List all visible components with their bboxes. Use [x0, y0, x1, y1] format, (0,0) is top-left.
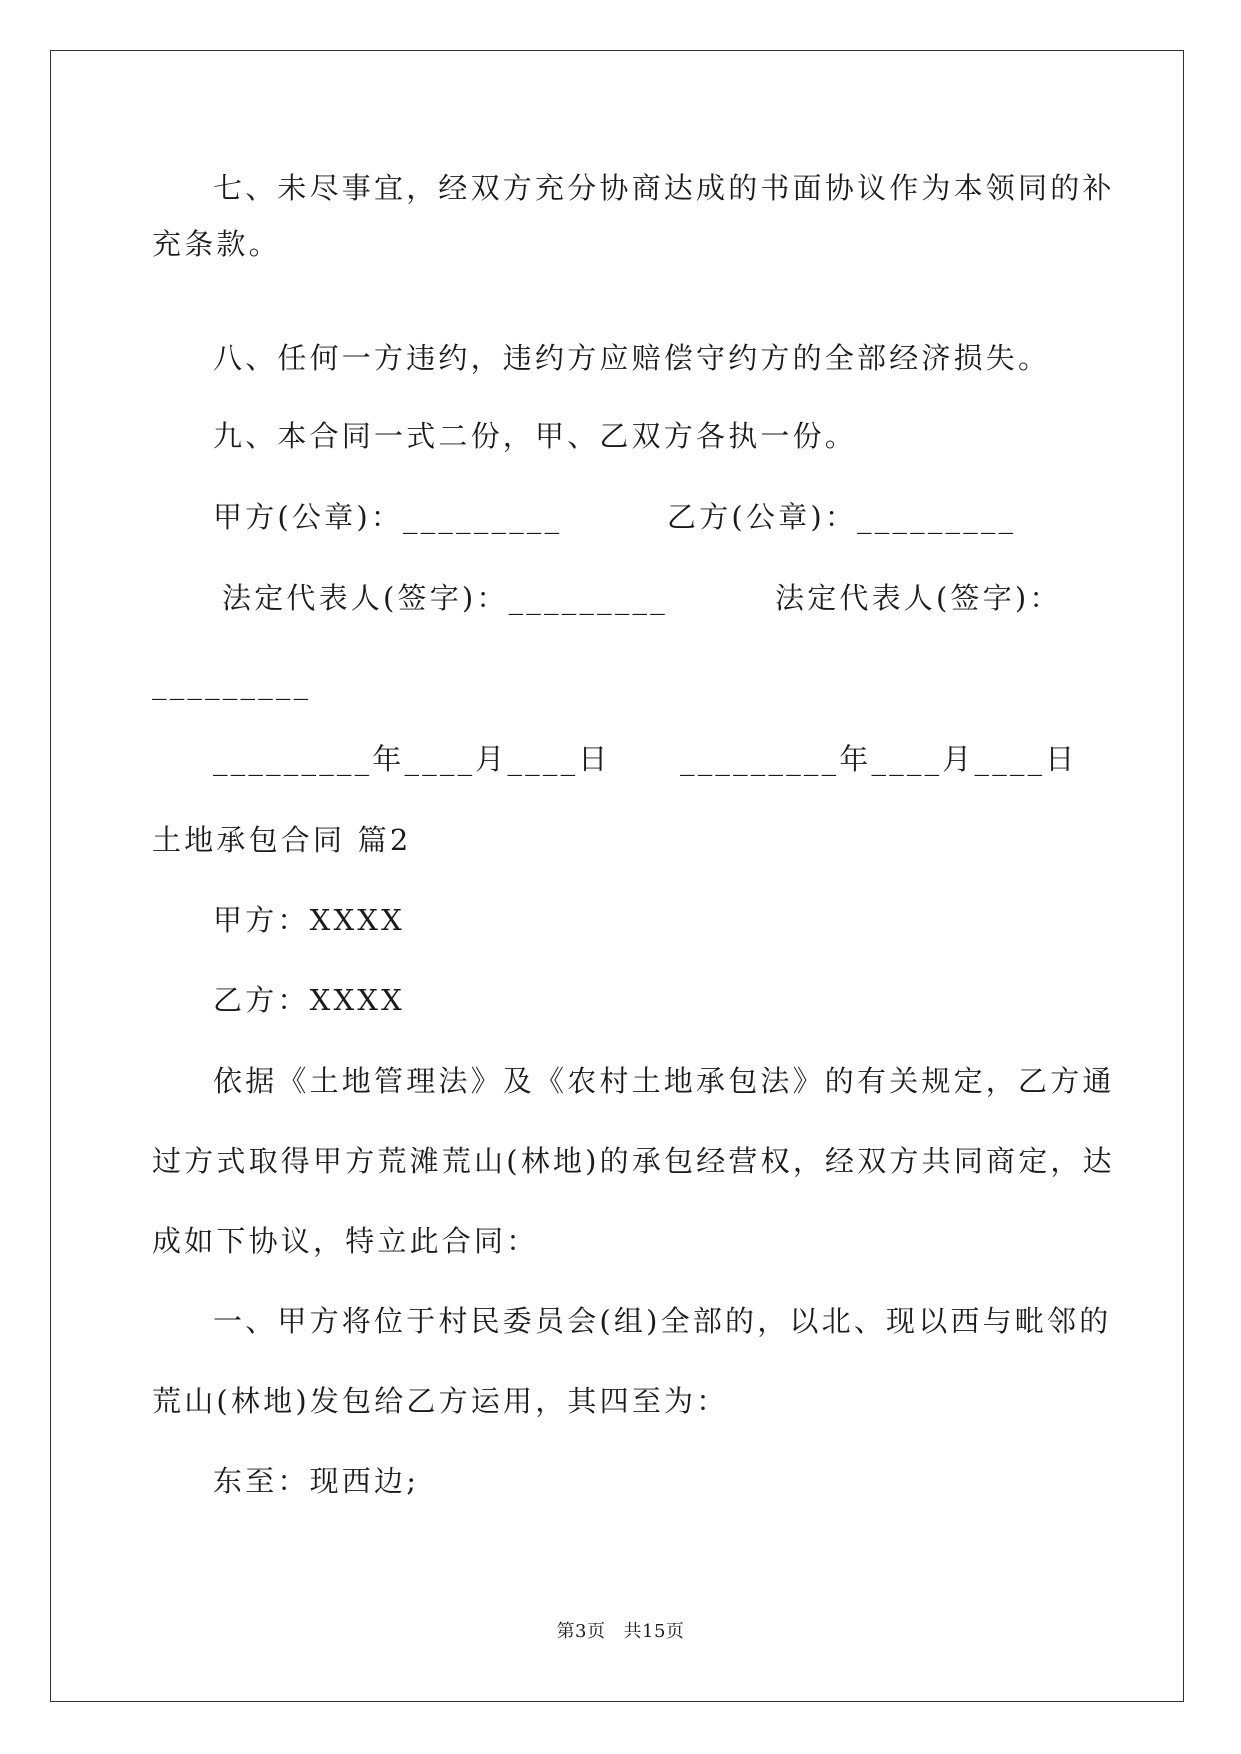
party-b-seal: 乙方(公章)：_________: [667, 500, 1017, 534]
clause-8: 八、任何一方违约，违约方应赔偿守约方的全部经济损失。: [213, 341, 1051, 375]
preamble-line-3: 成如下协议，特立此合同：: [152, 1224, 539, 1258]
article-1-line-1: 一、甲方将位于村民委员会(组)全部的，以北、现以西与毗邻的: [213, 1304, 1112, 1338]
party-a-seal: 甲方(公章)：_________: [213, 500, 563, 534]
page-number: 第3页: [556, 1621, 606, 1642]
page-border: [50, 50, 1184, 1702]
clause-7-line-1: 七、未尽事宜，经双方充分协商达成的书面协议作为本领同的补: [213, 171, 1115, 205]
party-b-name: 乙方：XXXX: [213, 983, 405, 1017]
party-b-date: _________年____月____日: [680, 742, 1078, 776]
preamble-line-2: 过方式取得甲方荒滩荒山(林地)的承包经营权，经双方共同商定，达: [152, 1144, 1115, 1178]
party-a-name: 甲方：XXXX: [213, 903, 405, 937]
page-footer: [0, 1617, 1241, 1643]
preamble-line-1: 依据《土地管理法》及《农村土地承包法》的有关规定，乙方通: [213, 1064, 1115, 1098]
party-a-representative: 法定代表人(签字)：_________: [222, 581, 668, 615]
party-b-representative: 法定代表人(签字)：: [775, 581, 1062, 615]
party-a-date: _________年____月____日: [213, 742, 611, 776]
contract-title-part-2: 土地承包合同 篇2: [152, 823, 412, 857]
article-1-line-2: 荒山(林地)发包给乙方运用，其四至为：: [152, 1384, 729, 1418]
clause-9: 九、本合同一式二份，甲、乙双方各执一份。: [213, 419, 858, 453]
page-total: 共15页: [623, 1621, 685, 1642]
boundary-east: 东至：现西边;: [213, 1464, 420, 1498]
party-b-representative-blank: _________: [152, 666, 312, 700]
clause-7-line-2: 充条款。: [152, 227, 281, 261]
